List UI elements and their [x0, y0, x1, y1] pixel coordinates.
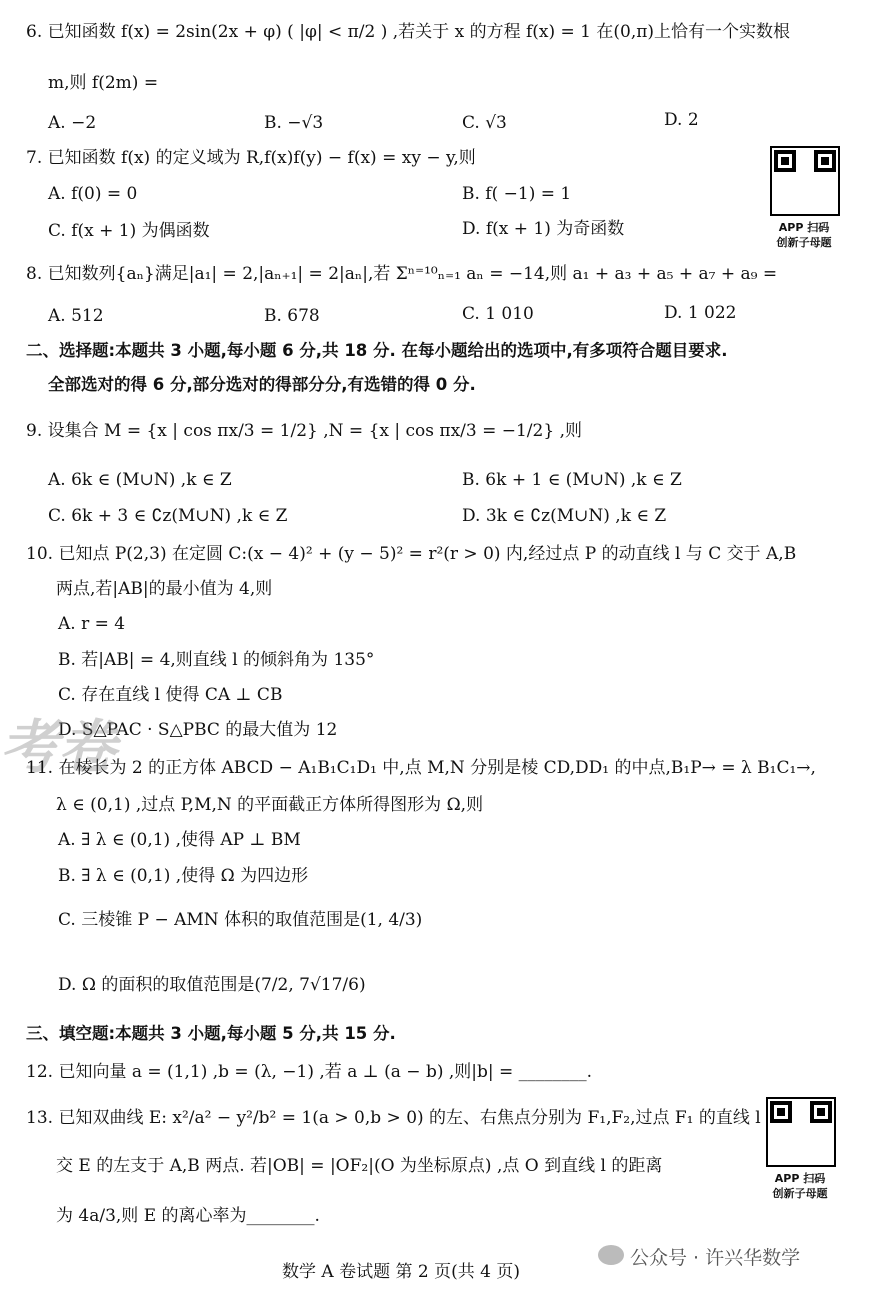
- q7-option-b: B. f( −1) = 1: [462, 184, 572, 204]
- q11-option-a: A. ∃ λ ∈ (0,1) ,使得 AP ⊥ BM: [58, 830, 301, 850]
- q10-stem-line1: 10. 已知点 P(2,3) 在定圆 C:(x − 4)² + (y − 5)² = r²(r > 0) 内,经过点 P 的动直线 l 与 C 交于 A,B: [26, 544, 797, 564]
- qr-code-top: [770, 146, 840, 216]
- q10-option-b: B. 若|AB| = 4,则直线 l 的倾斜角为 135°: [58, 650, 375, 670]
- q10-stem-line2: 两点,若|AB|的最小值为 4,则: [56, 579, 273, 599]
- stamp-watermark: 考卷: [0, 713, 117, 781]
- q7-option-d: D. f(x + 1) 为奇函数: [462, 219, 625, 239]
- q11-option-c: C. 三棱锥 P − AMN 体积的取值范围是(1, 4/3): [58, 910, 423, 930]
- q12-stem: 12. 已知向量 a = (1,1) ,b = (λ, −1) ,若 a ⊥ (a − b) ,则|b| = ________.: [26, 1062, 593, 1082]
- q9-option-d: D. 3k ∈ ∁z(M∪N) ,k ∈ Z: [462, 506, 667, 526]
- qr-label-bottom-line2: 创新子母题: [772, 1186, 828, 1200]
- section2-heading-line1: 二、选择题:本题共 3 小题,每小题 6 分,共 18 分. 在每小题给出的选项中,有多项符合题目要求.: [26, 341, 728, 360]
- q6-stem-line2: m,则 f(2m) =: [48, 73, 159, 93]
- qr-label-top-line1: APP 扫码: [778, 221, 830, 234]
- q11-option-d: D. Ω 的面积的取值范围是(7/2, 7√17/6): [58, 975, 366, 995]
- q10-option-c: C. 存在直线 l 使得 CA ⊥ CB: [58, 685, 283, 705]
- q9-option-b: B. 6k + 1 ∈ (M∪N) ,k ∈ Z: [462, 470, 682, 490]
- watermark-text: 公众号 · 许兴华数学: [630, 1247, 801, 1269]
- q6-option-a: A. −2: [48, 113, 97, 133]
- qr-label-top: [754, 221, 854, 251]
- q8-option-c: C. 1 010: [462, 304, 534, 324]
- q6-option-c: C. √3: [462, 113, 507, 133]
- q11-stem-line1: 11. 在棱长为 2 的正方体 ABCD − A₁B₁C₁D₁ 中,点 M,N 分别是棱 CD,DD₁ 的中点,B₁P→ = λ B₁C₁→,: [26, 758, 816, 778]
- qr-code-bottom: [766, 1097, 836, 1167]
- q8-option-a: A. 512: [48, 306, 104, 326]
- q10-option-a: A. r = 4: [58, 614, 126, 634]
- q11-stem-line2: λ ∈ (0,1) ,过点 P,M,N 的平面截正方体所得图形为 Ω,则: [56, 795, 484, 815]
- q6-option-b: B. −√3: [264, 113, 324, 133]
- q6-stem-line1: 6. 已知函数 f(x) = 2sin(2x + φ) ( |φ| < π/2 ) ,若关于 x 的方程 f(x) = 1 在(0,π)上恰有一个实数根: [26, 22, 791, 42]
- q9-option-c: C. 6k + 3 ∈ ∁z(M∪N) ,k ∈ Z: [48, 506, 288, 526]
- q11-option-b: B. ∃ λ ∈ (0,1) ,使得 Ω 为四边形: [58, 866, 309, 886]
- q8-option-d: D. 1 022: [664, 303, 737, 323]
- q13-stem-line2: 交 E 的左支于 A,B 两点. 若|OB| = |OF₂|(O 为坐标原点) ,点 O 到直线 l 的距离: [56, 1156, 663, 1176]
- q9-stem: 9. 设集合 M = {x | cos πx/3 = 1/2} ,N = {x | cos πx/3 = −1/2} ,则: [26, 421, 582, 441]
- q6-option-d: D. 2: [664, 110, 699, 130]
- q8-stem: 8. 已知数列{aₙ}满足|a₁| = 2,|aₙ₊₁| = 2|aₙ|,若 Σⁿ⁼¹⁰ₙ₌₁ aₙ = −14,则 a₁ + a₃ + a₅ + a₇ + a₉ =: [26, 264, 778, 284]
- q7-option-c: C. f(x + 1) 为偶函数: [48, 221, 210, 241]
- qr-label-bottom: [750, 1172, 850, 1202]
- qr-label-top-line2: 创新子母题: [776, 235, 832, 249]
- q8-option-b: B. 678: [264, 306, 320, 326]
- qr-label-bottom-line1: APP 扫码: [774, 1172, 826, 1185]
- q13-stem-line3: 为 4a/3,则 E 的离心率为________.: [56, 1206, 320, 1226]
- q7-stem: 7. 已知函数 f(x) 的定义域为 R,f(x)f(y) − f(x) = xy − y,则: [26, 148, 476, 168]
- section3-heading: 三、填空题:本题共 3 小题,每小题 5 分,共 15 分.: [26, 1024, 396, 1043]
- section2-heading-line2: 全部选对的得 6 分,部分选对的得部分分,有选错的得 0 分.: [48, 375, 476, 394]
- q13-stem-line1: 13. 已知双曲线 E: x²/a² − y²/b² = 1(a > 0,b > 0) 的左、右焦点分别为 F₁,F₂,过点 F₁ 的直线 l: [26, 1108, 761, 1128]
- wechat-icon: [598, 1245, 624, 1265]
- q10-option-d: D. S△PAC · S△PBC 的最大值为 12: [58, 720, 338, 740]
- page-footer: 数学 A 卷试题 第 2 页(共 4 页): [282, 1262, 520, 1282]
- q9-option-a: A. 6k ∈ (M∪N) ,k ∈ Z: [48, 470, 232, 490]
- q7-option-a: A. f(0) = 0: [48, 184, 138, 204]
